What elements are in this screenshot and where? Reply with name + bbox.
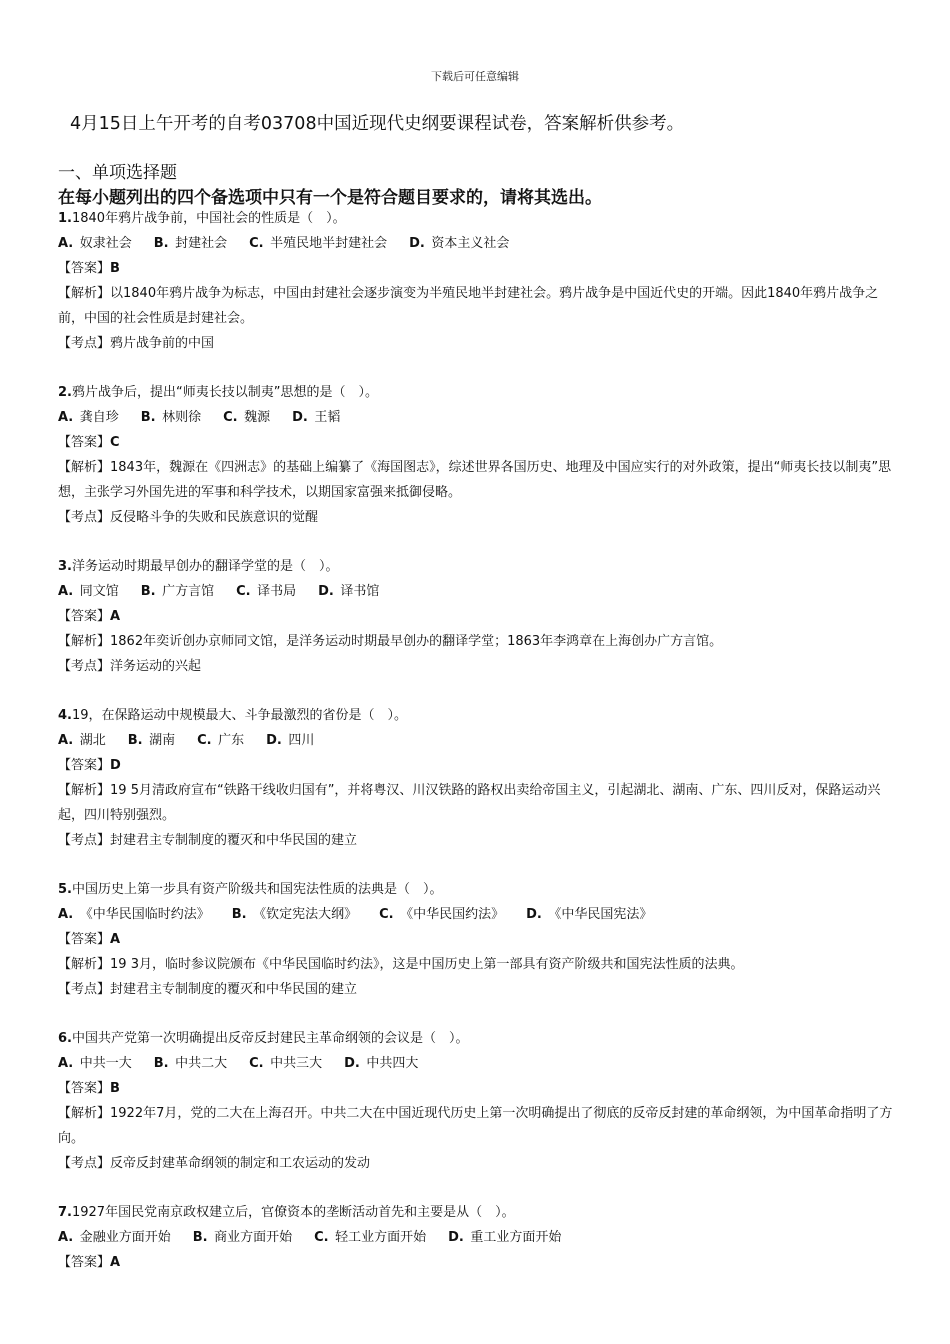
explanation-label: 【解析】 <box>58 783 111 798</box>
option-item <box>154 1056 227 1071</box>
answer-label: 【答案】 <box>58 1081 111 1096</box>
option-item <box>141 584 214 599</box>
section-heading: 一、单项选择题 <box>58 163 177 183</box>
option-item <box>128 733 175 748</box>
option-row <box>58 1225 898 1250</box>
explanation-line <box>58 952 898 977</box>
option-item <box>58 907 210 922</box>
question-number: 7. <box>58 1205 72 1220</box>
option-key: D. <box>526 907 542 922</box>
point-label: 【考点】 <box>58 982 111 997</box>
option-text: 魏源 <box>244 410 271 425</box>
explanation-label: 【解析】 <box>58 460 111 475</box>
option-text: 四川 <box>288 733 315 748</box>
option-text: 《中华民国临时约法》 <box>79 907 210 922</box>
option-row <box>58 405 898 430</box>
point-label: 【考点】 <box>58 510 111 525</box>
option-key: D. <box>292 410 308 425</box>
option-text: 《中华民国宪法》 <box>548 907 653 922</box>
explanation-label: 【解析】 <box>58 957 111 972</box>
question-number: 6. <box>58 1031 72 1046</box>
question-stem <box>58 206 898 231</box>
question-text: 洋务运动时期最早创办的翻译学堂的是（ ）。 <box>71 559 339 574</box>
option-key: A. <box>58 1056 74 1071</box>
option-text: 金融业方面开始 <box>79 1230 171 1245</box>
question-text: 19，在保路运动中规模最大、斗争最激烈的省份是（ ）。 <box>71 708 408 723</box>
explanation-text: 19 3月，临时参议院颁布《中华民国临时约法》，这是中国历史上第一部具有资产阶级共和国宪法性质的法典。 <box>110 957 744 972</box>
explanation-label: 【解析】 <box>58 1106 111 1121</box>
point-line <box>58 828 898 853</box>
question-stem <box>58 380 898 405</box>
option-item <box>193 1230 292 1245</box>
point-text: 反帝反封建革命纲领的制定和工农运动的发动 <box>110 1156 371 1171</box>
option-item <box>249 236 387 251</box>
point-line <box>58 505 898 530</box>
answer-line <box>58 430 898 455</box>
answer-line <box>58 927 898 952</box>
option-item <box>266 733 314 748</box>
question-list <box>58 206 898 1299</box>
option-key: A. <box>58 733 74 748</box>
question-block <box>58 877 898 1002</box>
point-label: 【考点】 <box>58 659 111 674</box>
option-text: 林则徐 <box>162 410 202 425</box>
question-number: 1. <box>58 211 72 226</box>
answer-line <box>58 256 898 281</box>
option-key: A. <box>58 410 74 425</box>
option-item <box>409 236 509 251</box>
header-note: 下载后可任意编辑 <box>431 70 519 83</box>
option-text: 资本主义社会 <box>431 236 510 251</box>
explanation-text: 1843年，魏源在《四洲志》的基础上编纂了《海国图志》，综述世界各国历史、地理及中国应实行的对外政策，提出“师夷长技以制夷”思想，主张学习外国先进的军事和科学技术，以期国家富强来抵御侵略。 <box>58 460 892 500</box>
option-item <box>232 907 357 922</box>
section-instruction: 在每小题列出的四个备选项中只有一个是符合题目要求的，请将其选出。 <box>58 188 602 208</box>
answer-line <box>58 1076 898 1101</box>
answer-line <box>58 604 898 629</box>
point-text: 封建君主专制制度的覆灭和中华民国的建立 <box>110 982 358 997</box>
answer-value: A <box>110 1255 121 1270</box>
explanation-line <box>58 281 898 331</box>
option-key: C. <box>379 907 394 922</box>
answer-label: 【答案】 <box>58 932 111 947</box>
option-item <box>249 1056 322 1071</box>
option-item <box>223 410 270 425</box>
question-text: 中国共产党第一次明确提出反帝反封建民主革命纲领的会议是（ ）。 <box>71 1031 469 1046</box>
option-item <box>58 584 119 599</box>
option-item <box>58 236 132 251</box>
question-text: 1840年鸦片战争前，中国社会的性质是（ ）。 <box>71 211 346 226</box>
question-stem <box>58 877 898 902</box>
option-item <box>58 1230 171 1245</box>
point-text: 洋务运动的兴起 <box>110 659 202 674</box>
option-item <box>58 410 119 425</box>
option-key: B. <box>140 410 156 425</box>
point-label: 【考点】 <box>58 1156 111 1171</box>
option-text: 封建社会 <box>175 236 228 251</box>
explanation-text: 1922年7月，党的二大在上海召开。中共二大在中国近现代历史上第一次明确提出了彻底的反帝反封建的革命纲领，为中国革命指明了方向。 <box>58 1106 893 1146</box>
question-text: 鸦片战争后，提出“师夷长技以制夷”思想的是（ ）。 <box>71 385 378 400</box>
option-item <box>197 733 244 748</box>
question-stem <box>58 703 898 728</box>
option-item <box>379 907 504 922</box>
question-block <box>58 554 898 679</box>
option-key: A. <box>58 584 74 599</box>
explanation-line <box>58 629 898 654</box>
option-key: D. <box>409 236 425 251</box>
answer-label: 【答案】 <box>58 758 111 773</box>
question-block <box>58 1200 898 1275</box>
question-number: 5. <box>58 882 72 897</box>
question-number: 4. <box>58 708 72 723</box>
question-number: 3. <box>58 559 72 574</box>
option-text: 重工业方面开始 <box>470 1230 562 1245</box>
question-text: 1927年国民党南京政权建立后，官僚资本的垄断活动首先和主要是从（ ）。 <box>71 1205 515 1220</box>
option-item <box>344 1056 418 1071</box>
explanation-line <box>58 778 898 828</box>
option-key: A. <box>58 236 74 251</box>
answer-value: D <box>110 758 121 773</box>
answer-label: 【答案】 <box>58 609 111 624</box>
option-text: 龚自珍 <box>79 410 119 425</box>
option-row <box>58 579 898 604</box>
option-key: C. <box>223 410 238 425</box>
option-text: 广东 <box>218 733 245 748</box>
answer-value: B <box>110 1081 120 1096</box>
option-item <box>141 410 201 425</box>
explanation-text: 1862年奕䜣创办京师同文馆，是洋务运动时期最早创办的翻译学堂；1863年李鸿章在上海创办广方言馆。 <box>110 634 723 649</box>
option-key: D. <box>344 1056 360 1071</box>
option-key: D. <box>448 1230 464 1245</box>
option-item <box>314 1230 426 1245</box>
answer-value: C <box>110 435 120 450</box>
option-text: 译书局 <box>257 584 297 599</box>
option-text: 中共一大 <box>79 1056 132 1071</box>
option-text: 《钦定宪法大纲》 <box>253 907 358 922</box>
question-block <box>58 380 898 530</box>
answer-label: 【答案】 <box>58 435 111 450</box>
option-text: 中共二大 <box>175 1056 228 1071</box>
option-text: 湖北 <box>79 733 106 748</box>
option-key: B. <box>153 1056 169 1071</box>
option-text: 商业方面开始 <box>214 1230 293 1245</box>
option-row <box>58 902 898 927</box>
explanation-text: 19 5月清政府宣布“铁路干线收归国有”，并将粤汉、川汉铁路的路权出卖给帝国主义，引起湖北、湖南、广东、四川反对，保路运动兴起，四川特别强烈。 <box>58 783 881 823</box>
question-block <box>58 1026 898 1176</box>
option-row <box>58 231 898 256</box>
option-key: B. <box>153 236 169 251</box>
option-text: 中共三大 <box>270 1056 323 1071</box>
answer-label: 【答案】 <box>58 261 111 276</box>
option-key: C. <box>197 733 212 748</box>
option-text: 王韬 <box>314 410 341 425</box>
option-text: 同文馆 <box>79 584 119 599</box>
option-key: C. <box>249 236 264 251</box>
option-key: C. <box>249 1056 264 1071</box>
answer-value: B <box>110 261 120 276</box>
option-item <box>236 584 296 599</box>
question-number: 2. <box>58 385 72 400</box>
option-item <box>292 410 340 425</box>
question-stem <box>58 1200 898 1225</box>
point-line <box>58 331 898 356</box>
option-text: 广方言馆 <box>162 584 215 599</box>
point-line <box>58 1151 898 1176</box>
point-line <box>58 654 898 679</box>
option-item <box>318 584 379 599</box>
option-text: 半殖民地半封建社会 <box>270 236 388 251</box>
option-key: A. <box>58 1230 74 1245</box>
option-text: 轻工业方面开始 <box>335 1230 427 1245</box>
explanation-label: 【解析】 <box>58 634 111 649</box>
question-block <box>58 703 898 853</box>
point-label: 【考点】 <box>58 336 111 351</box>
option-key: C. <box>314 1230 329 1245</box>
option-key: B. <box>127 733 143 748</box>
answer-line <box>58 1250 898 1275</box>
answer-value: A <box>110 932 121 947</box>
point-text: 反侵略斗争的失败和民族意识的觉醒 <box>110 510 319 525</box>
option-item <box>448 1230 561 1245</box>
option-row <box>58 1051 898 1076</box>
question-stem <box>58 1026 898 1051</box>
document-title: 4月15日上午开考的自考03708中国近现代史纲要课程试卷，答案解析供参考。 <box>70 114 685 134</box>
option-item <box>526 907 652 922</box>
option-item <box>154 236 227 251</box>
explanation-text: 以1840年鸦片战争为标志，中国由封建社会逐步演变为半殖民地半封建社会。鸦片战争是中国近代史的开端。因此1840年鸦片战争之前，中国的社会性质是封建社会。 <box>58 286 879 326</box>
option-key: C. <box>236 584 251 599</box>
option-text: 《中华民国约法》 <box>400 907 505 922</box>
option-row <box>58 728 898 753</box>
answer-value: A <box>110 609 121 624</box>
option-key: D. <box>318 584 334 599</box>
question-text: 中国历史上第一步具有资产阶级共和国宪法性质的法典是（ ）。 <box>71 882 443 897</box>
option-text: 译书馆 <box>340 584 380 599</box>
option-item <box>58 733 106 748</box>
question-stem <box>58 554 898 579</box>
question-block <box>58 206 898 356</box>
point-line <box>58 977 898 1002</box>
answer-line <box>58 753 898 778</box>
point-text: 鸦片战争前的中国 <box>110 336 215 351</box>
explanation-line <box>58 1101 898 1151</box>
answer-label: 【答案】 <box>58 1255 111 1270</box>
option-key: B. <box>231 907 247 922</box>
option-key: D. <box>266 733 282 748</box>
option-item <box>58 1056 132 1071</box>
option-key: A. <box>58 907 74 922</box>
explanation-label: 【解析】 <box>58 286 111 301</box>
option-text: 湖南 <box>149 733 176 748</box>
option-key: B. <box>192 1230 208 1245</box>
point-label: 【考点】 <box>58 833 111 848</box>
option-key: B. <box>140 584 156 599</box>
option-text: 中共四大 <box>366 1056 419 1071</box>
explanation-line <box>58 455 898 505</box>
point-text: 封建君主专制制度的覆灭和中华民国的建立 <box>110 833 358 848</box>
option-text: 奴隶社会 <box>79 236 132 251</box>
